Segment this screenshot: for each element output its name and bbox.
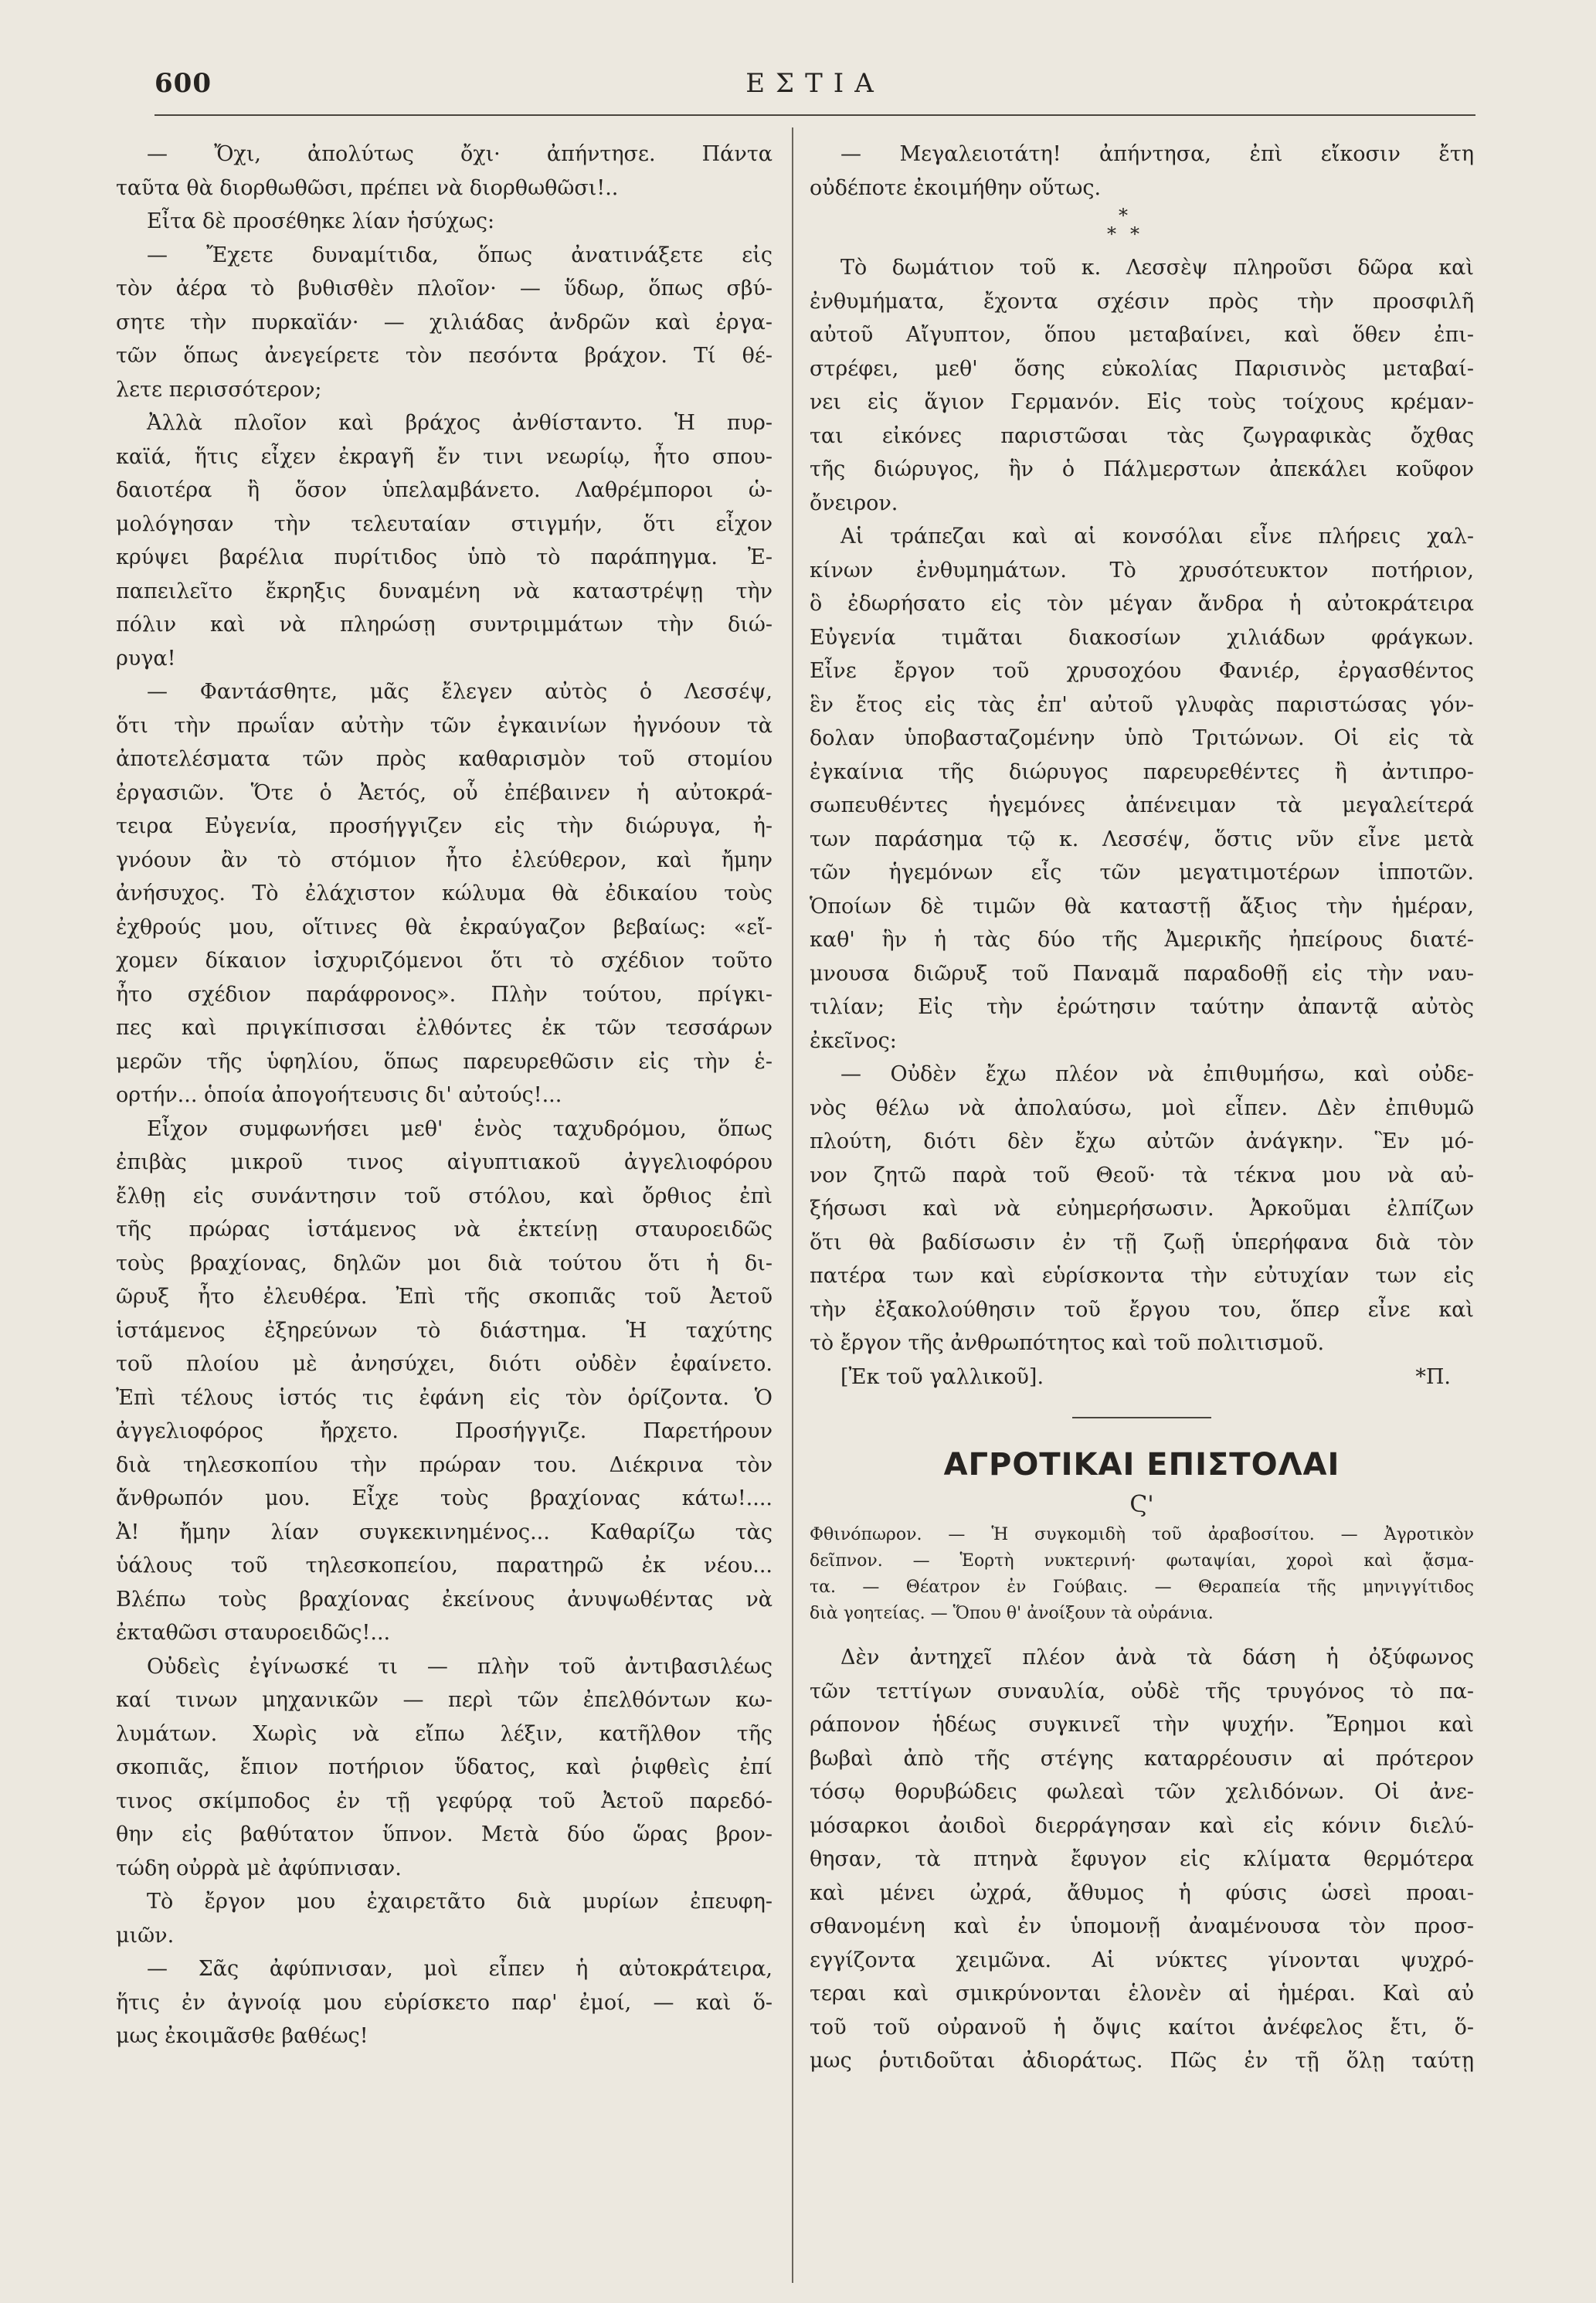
text-line: κρύψει βαρέλια πυρίτιδος ὑπὸ τὸ παράπηγμα. Ἐ-	[116, 545, 773, 569]
text-line: Αἱ τράπεζαι καὶ αἱ κονσόλαι εἶνε πλήρεις χαλ-	[840, 525, 1474, 549]
text-line: Ἀ! ἤμην λίαν συγκεκινημένος... Καθαρίζω τὰς	[116, 1520, 773, 1544]
text-line: μως ῥυτιδοῦται ἀδιοράτως. Πῶς ἐν τῇ ὅλῃ ταύτῃ	[810, 2049, 1474, 2073]
star: *	[1119, 205, 1128, 226]
text-line: τοὺς βραχίονας, δηλῶν μοι διὰ τούτου ὅτι ἡ δι-	[116, 1251, 773, 1275]
text-line: πες καὶ πριγκίπισσαι ἐλθόντες ἐκ τῶν τεσσάρων	[116, 1016, 773, 1040]
text-line: τῶν τεττίγων συναυλία, οὐδὲ τῆς τρυγόνος τὸ πα-	[810, 1679, 1474, 1703]
journal-title: ΕΣΤΙΑ	[745, 68, 885, 99]
text-line: — Ἔχετε δυναμίτιδα, ὅπως ἀνατινάξετε εἰς	[147, 243, 773, 267]
page-header	[155, 62, 1475, 108]
text-line: Δὲν ἀντηχεῖ πλέον ἀνὰ τὰ δάση ἡ ὀξύφωνος	[840, 1646, 1474, 1670]
text-line: ὄνειρον.	[810, 491, 898, 515]
section-body	[810, 1641, 1474, 2078]
text-line: ὅτι τὴν πρωΐαν αὐτὴν τῶν ἐγκαινίων ἠγνόουν τὰ	[116, 713, 773, 738]
text-line: τεραι καὶ σμικρύνονται ἑλονὲν αἱ ἡμέραι. Καὶ αὐ	[810, 1982, 1474, 2006]
section-title: ΑΓΡΟΤΙΚΑΙ ΕΠΙΣΤΟΛΑΙ	[943, 1447, 1340, 1483]
text-line: σητε τὴν πυρκαϊάν· — χιλιάδας ἀνδρῶν καὶ ἐργα-	[116, 310, 773, 335]
signature: *Π.	[1415, 1364, 1451, 1389]
text-line: μερῶν τῆς ὑφηλίου, ὅπως παρευρεθῶσιν εἰς τὴν ἑ-	[116, 1049, 773, 1074]
text-line: τὴν ἐξακολούθησιν τοῦ ἔργου του, ὅπερ εἶνε καὶ	[810, 1297, 1474, 1322]
text-line: ἀγγελιοφόρος ἤρχετο. Προσήγγιζε. Παρετήρουν	[116, 1419, 773, 1443]
text-line: Ὁποίων δὲ τιμῶν θὰ καταστῇ ἄξιος τὴν ἡμέραν,	[810, 894, 1474, 919]
text-line: ξήσωσι καὶ νὰ εὐημερήσωσιν. Ἀρκοῦμαι ἐλπίζων	[810, 1197, 1474, 1221]
text-line: διὰ γοητείας. — Ὅπου θ' ἀνοίξουν τὰ οὐράνια.	[810, 1604, 1214, 1623]
text-line: βωβαὶ ἀπὸ τῆς στέγης καταρρέουσιν αἱ πρότερον	[810, 1746, 1474, 1771]
right-column	[810, 138, 1474, 2078]
text-line: λυμάτων. Χωρὶς νὰ εἴπω λέξιν, κατῆλθον τῆς	[116, 1721, 773, 1746]
text-line: γνόουν ἂν τὸ στόμιον ἦτο ἐλεύθερον, καὶ ἤμην	[116, 847, 773, 872]
text-line: μνουσα διῶρυξ τοῦ Παναμᾶ παραδοθῇ εἰς τὴν ναυ-	[810, 961, 1474, 986]
section-stars	[810, 205, 1474, 251]
star: *	[1107, 223, 1116, 245]
text-line: αὐτοῦ Αἴγυπτον, ὅπου μεταβαίνει, καὶ ὅθεν ἐπι-	[810, 323, 1474, 347]
text-line: ρυγα!	[116, 646, 176, 671]
text-line: — Οὐδὲν ἔχω πλέον νὰ ἐπιθυμήσω, καὶ οὐδε-	[840, 1062, 1474, 1086]
text-line: ἔλθῃ εἰς συνάντησιν τοῦ στόλου, καὶ ὄρθιος ἐπὶ	[116, 1184, 773, 1208]
text-line: Εἶτα δὲ προσέθηκε λίαν ἡσύχως:	[147, 209, 495, 233]
text-line: δεῖπνον. — Ἑορτὴ νυκτερινή· φωταψίαι, χοροὶ καὶ ᾄσμα-	[810, 1551, 1474, 1571]
text-line: τοῦ πλοίου μὲ ἀνησύχει, διότι οὐδὲν ἐφαίνετο.	[116, 1352, 773, 1376]
text-line: καί τινων μηχανικῶν — περὶ τῶν ἐπελθόντων κω-	[116, 1688, 773, 1712]
text-line: νὸς θέλω νὰ ἀπολαύσω, μοὶ εἶπεν. Δὲν ἐπιθυμῶ	[810, 1095, 1474, 1120]
text-line: θην εἰς βαθύτατον ὕπνον. Μετὰ δύο ὥρας βρον-	[116, 1822, 773, 1846]
text-line: — Μεγαλειοτάτη! ἀπήντησα, ἐπὶ εἴκοσιν ἔτη	[840, 142, 1474, 166]
text-line: ἐργασιῶν. Ὅτε ὁ Ἀετός, οὗ ἐπέβαινεν ἡ αὐτοκρά-	[116, 780, 773, 805]
text-line: τῆς διώρυγος, ἣν ὁ Πάλμερστων ἀπεκάλει κοῦφον	[810, 457, 1474, 481]
text-line: Βλέπω τοὺς βραχίονας ἐκείνους ἀνυψωθέντας νὰ	[116, 1587, 773, 1612]
text-line: μολόγησαν τὴν τελευταίαν στιγμήν, ὅτι εἶχον	[116, 511, 773, 536]
text-line: ἦτο σχέδιον παράφρονος». Πλὴν τούτου, πρίγκι-	[116, 982, 773, 1007]
text-line: Ἐπὶ τέλους ἱστός τις ἐφάνη εἰς τὸν ὁρίζοντα. Ὁ	[116, 1385, 773, 1410]
text-line: Εὐγενία τιμᾶται διακοσίων χιλιάδων φράγκων.	[810, 625, 1474, 650]
text-line: τα. — Θέατρον ἐν Γούβαις. — Θεραπεία τῆς μηνιγγίτιδος	[810, 1578, 1474, 1597]
text-line: καϊά, ἥτις εἶχεν ἐκραγῆ ἔν τινι νεωρίῳ, ἦτο σπου-	[116, 444, 773, 469]
text-line: παπειλεῖτο ἔκρηξις δυναμένη νὰ καταστρέψῃ τὴν	[116, 579, 773, 603]
text-line: νον ζητῶ παρὰ τοῦ Θεοῦ· τὰ τέκνα μου νὰ αὐ-	[810, 1163, 1474, 1187]
text-line: πλούτη, διότι δὲν ἔχω αὐτῶν ἀνάγκην. Ἓν μό-	[810, 1129, 1474, 1153]
text-line: — Σᾶς ἀφύπνισαν, μοὶ εἶπεν ἡ αὐτοκράτειρα,	[147, 1957, 773, 1981]
section-number: Ϛ'	[1129, 1491, 1154, 1518]
text-line: καὶ μένει ὠχρά, ἄθυμος ἡ φύσις ὡσεὶ προαι-	[810, 1880, 1474, 1905]
text-line: τὸν ἀέρα τὸ βυθισθὲν πλοῖον· — ὕδωρ, ὅπως σβύ-	[116, 277, 773, 301]
text-line: ἱστάμενος ἐξηρεύνων τὸ διάστημα. Ἡ ταχύτης	[116, 1318, 773, 1343]
text-line: εγγίζοντα χειμῶνα. Αἱ νύκτες γίνονται ψυχρό-	[810, 1948, 1474, 1972]
text-line: ἀποτελέσματα τῶν πρὸς καθαρισμὸν τοῦ στομίου	[116, 747, 773, 771]
text-line: Τὸ ἔργον μου ἐχαιρετᾶτο διὰ μυρίων ἐπευφη-	[147, 1890, 773, 1914]
section-summary	[810, 1522, 1474, 1627]
text-line: ορτήν... ὁποία ἀπογοήτευσις δι' αὐτούς!...	[116, 1083, 562, 1107]
text-line: ὃ ἐδωρήσατο εἰς τὸν μέγαν ἄνδρα ἡ αὐτοκράτειρα	[810, 592, 1474, 616]
text-line: καθ' ἣν ἡ τὰς δύο τῆς Ἀμερικῆς ἠπείρους διατέ-	[810, 928, 1474, 952]
text-line: τοῦ τοῦ οὐρανοῦ ἡ ὄψις καίτοι ἀνέφελος ἔτι, ὅ-	[810, 2015, 1474, 2040]
text-line: ἐνθυμήματα, ἔχοντα σχέσιν πρὸς τὴν προσφιλῆ	[810, 289, 1474, 314]
text-line: ράπονον ἡδέως συγκινεῖ τὴν ψυχήν. Ἔρημοι καὶ	[810, 1713, 1474, 1737]
text-line: ἥτις ἐν ἀγνοίᾳ μου εὑρίσκετο παρ' ἐμοί, — καὶ ὅ-	[116, 1990, 773, 2015]
star: *	[1130, 223, 1139, 245]
text-line: — Ὄχι, ἀπολύτως ὄχι· ἀπήντησε. Πάντα	[147, 142, 773, 166]
text-line: τώδη οὐρρὰ μὲ ἀφύπνισαν.	[116, 1856, 402, 1880]
text-line: χομεν δίκαιον ἰσχυριζόμενοι ὅτι τὸ σχέδιον τοῦτο	[116, 949, 773, 973]
text-line: τιλίαν; Εἰς τὴν ἐρώτησιν ταύτην ἀπαντᾷ αὐτὸς	[810, 995, 1474, 1019]
text-line: τῶν ὅπως ἀνεγείρετε τὸν πεσόντα βράχον. Τί θέ-	[116, 344, 773, 368]
text-line: ῶρυξ ἦτο ἐλευθέρα. Ἐπὶ τῆς σκοπιᾶς τοῦ Ἀετοῦ	[116, 1285, 773, 1309]
text-line: ἓν ἔτος εἰς τὰς ἐπ' αὐτοῦ γλυφὰς παριστώσας γόν-	[810, 692, 1474, 717]
source-note: [Ἐκ τοῦ γαλλικοῦ].	[840, 1364, 1044, 1389]
text-line: ἐχθρούς μου, οἵτινες θὰ ἐκραύγαζον βεβαίως: «εἴ-	[116, 915, 773, 939]
text-line: ἄνθρωπόν μου. Εἶχε τοὺς βραχίονας κάτω!....	[116, 1486, 773, 1510]
text-line: στρέφει, μεθ' ὅσης εὐκολίας Παρισινὸς μεταβαί-	[810, 356, 1474, 381]
text-line: σωπευθέντες ἡγεμόνες ἀπένειμαν τὰ μεγαλείτερά	[810, 793, 1474, 817]
text-line: Τὸ δωμάτιον τοῦ κ. Λεσσὲψ πληροῦσι δῶρα καὶ	[840, 256, 1474, 280]
text-line: μως ἐκοιμᾶσθε βαθέως!	[116, 2024, 368, 2048]
text-line: δολαν ὑποβασταζομένην ὑπὸ Τριτώνων. Οἱ εἰς τὰ	[810, 726, 1474, 750]
text-line: — Φαντάσθητε, μᾶς ἔλεγεν αὐτὸς ὁ Λεσσέψ,	[147, 680, 773, 704]
text-line: ταῦτα θὰ διορθωθῶσι, πρέπει νὰ διορθωθῶσι!..	[116, 175, 619, 200]
text-line: ἐγκαίνια τῆς διώρυγος παρευρεθέντες ἢ ἀντιπρο-	[810, 759, 1474, 784]
text-line: των παράσημα τῷ κ. Λεσσέψ, ὅστις νῦν εἶνε μετὰ	[810, 827, 1474, 851]
text-line: ἐκταθῶσι σταυροειδῶς!...	[116, 1621, 391, 1645]
text-line: Οὐδεὶς ἐγίνωσκέ τι — πλὴν τοῦ ἀντιβασιλέως	[147, 1654, 773, 1679]
text-line: τῶν ἡγεμόνων εἷς τῶν μεγατιμοτέρων ἱπποτῶν.	[810, 861, 1474, 885]
text-line: τόσῳ θορυβώδεις φωλεαὶ τῶν χελιδόνων. Οἱ ἀνε-	[810, 1780, 1474, 1804]
text-line: ὑάλους τοῦ τηλεσκοπείου, παρατηρῶ ἐκ νέου...	[116, 1554, 773, 1578]
text-line: ὅτι θὰ βαδίσωσιν ἐν τῇ ζωῇ ὑπερήφανα διὰ τὸν	[810, 1230, 1474, 1255]
text-line: πατέρα των καὶ εὑρίσκοντα τὴν εὐτυχίαν των εἰς	[810, 1264, 1474, 1288]
text-line: κίνων ἐνθυμημάτων. Τὸ χρυσότευκτον ποτήριον,	[810, 558, 1474, 583]
text-line: Εἶνε ἔργον τοῦ χρυσοχόου Φανιέρ, ἐργασθέντος	[810, 659, 1474, 683]
text-line: ἐκεῖνος:	[810, 1028, 897, 1053]
right-body	[810, 251, 1474, 1360]
source-line	[810, 1360, 1474, 1394]
text-line: τειρα Εὐγενία, προσήγγιζεν εἰς τὴν διώρυγα, ἠ-	[116, 814, 773, 838]
column-divider	[792, 127, 793, 2283]
text-line: τῆς πρώρας ἱστάμενος νὰ ἐκτείνῃ σταυροειδῶς	[116, 1218, 773, 1242]
text-line: Εἶχον συμφωνήσει μεθ' ἑνὸς ταχυδρόμου, ὅπως	[147, 1116, 773, 1141]
text-line: μόσαρκοι ἀοιδοὶ διερράγησαν καὶ εἰς κόνιν διελύ-	[810, 1813, 1474, 1838]
text-line: μιῶν.	[116, 1923, 175, 1948]
header-rule	[155, 114, 1475, 116]
text-line: Φθινόπωρον. — Ἡ συγκομιδὴ τοῦ ἀραβοσίτου. — Ἀγροτικὸν	[810, 1525, 1474, 1544]
text-line: ἀνήσυχος. Τὸ ἐλάχιστον κώλυμα θὰ ἐδικαίου τοὺς	[116, 881, 773, 905]
text-line: τὸ ἔργον τῆς ἀνθρωπότητος καὶ τοῦ πολιτισμοῦ.	[810, 1331, 1325, 1355]
text-line: ται εἰκόνες παριστῶσαι τὰς ζωγραφικὰς ὄχθας	[810, 423, 1474, 448]
text-line: σκοπιᾶς, ἔπιον ποτήριον ὕδατος, καὶ ῥιφθεὶς ἐπί	[116, 1755, 773, 1779]
text-line: λετε περισσότερον;	[116, 377, 322, 402]
text-line: οὐδέποτε ἐκοιμήθην οὕτως.	[810, 175, 1102, 200]
text-line: θησαν, τὰ πτηνὰ ἔφυγον εἰς κλίματα θερμότερα	[810, 1847, 1474, 1871]
article-end-rule	[1072, 1417, 1211, 1418]
text-line: πόλιν καὶ νὰ πληρώσῃ συντριμμάτων τὴν διώ-	[116, 613, 773, 637]
text-line: τινος σκίμποδος ἐν τῇ γεφύρᾳ τοῦ Ἀετοῦ παρεδό-	[116, 1788, 773, 1813]
right-intro	[810, 138, 1474, 205]
text-line: νει εἰς ἅγιον Γερμανόν. Εἰς τοὺς τοίχους κρέμαν-	[810, 390, 1474, 414]
text-line: ἐπιβὰς μικροῦ τινος αἰγυπτιακοῦ ἀγγελιοφόρου	[116, 1150, 773, 1174]
text-line: διὰ τηλεσκοπίου τὴν πρώραν του. Διέκρινα τὸν	[116, 1452, 773, 1477]
text-line: δαιοτέρα ἢ ὅσον ὑπελαμβάνετο. Λαθρέμποροι ὡ-	[116, 478, 773, 502]
text-line: σθανομένη καὶ ἐν ὑπομονῇ ἀναμένουσα τὸν προσ-	[810, 1914, 1474, 1938]
text-line: Ἀλλὰ πλοῖον καὶ βράχος ἀνθίσταντο. Ἡ πυρ-	[147, 411, 773, 435]
page-number: 600	[155, 68, 212, 99]
left-column	[116, 138, 773, 2053]
